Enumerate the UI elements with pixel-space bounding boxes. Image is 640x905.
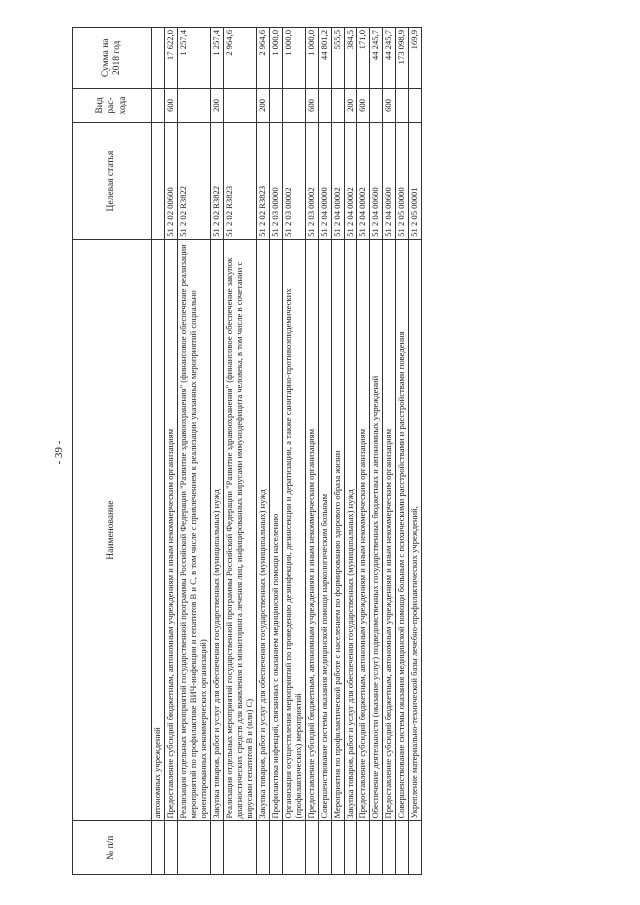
article-cell: 51 2 02 R3823: [223, 123, 256, 239]
table-row: [344, 28, 357, 875]
article-cell: 51 2 02 R3822: [177, 123, 210, 239]
vid-cell: 600: [383, 88, 396, 123]
vid-cell: [269, 88, 282, 123]
vid-cell: [370, 88, 383, 123]
sum-cell: 2 964,6: [223, 28, 256, 89]
name-cell: Организация осуществления мероприятий по проведению дезинфекции, дезинсекции и дератизации, а также санитарно-противоэпидемических (профилактических) мероприятий: [282, 239, 305, 821]
table-row: [269, 28, 282, 875]
table-row: [383, 28, 396, 875]
budget-table: [72, 27, 422, 875]
name-cell: автономных учреждений: [152, 239, 165, 821]
article-cell: 51 2 04 00000: [318, 123, 331, 239]
num-cell: [331, 821, 344, 875]
vid-cell: [152, 88, 165, 123]
table-row: [331, 28, 344, 875]
article-cell: 51 2 05 00000: [396, 123, 409, 239]
article-cell: 51 2 04 00600: [370, 123, 383, 239]
name-cell: Закупка товаров, работ и услуг для обеспечения государственных (муниципальных) нужд: [210, 239, 223, 821]
sum-cell: 1 000,0: [269, 28, 282, 89]
num-cell: [223, 821, 256, 875]
sum-cell: [152, 28, 165, 89]
article-cell: [152, 123, 165, 239]
num-cell: [256, 821, 269, 875]
num-cell: [305, 821, 318, 875]
sum-cell: 1 000,0: [305, 28, 318, 89]
table-row: [223, 28, 256, 875]
sum-cell: 171,0: [357, 28, 370, 89]
name-cell: Укрепление материально-технической базы лечебно-профилактических учреждений,: [409, 239, 422, 821]
name-cell: Закупка товаров, работ и услуг для обеспечения государственных (муниципальных) нужд: [344, 239, 357, 821]
vid-cell: [223, 88, 256, 123]
num-cell: [177, 821, 210, 875]
table-row: [164, 28, 177, 875]
name-cell: Закупка товаров, работ и услуг для обеспечения государственных (муниципальных) нужд: [256, 239, 269, 821]
num-cell: [383, 821, 396, 875]
num-cell: [152, 821, 165, 875]
table-row: [177, 28, 210, 875]
article-cell: 51 2 03 00002: [282, 123, 305, 239]
sum-cell: 1 000,0: [282, 28, 305, 89]
name-cell: Предоставление субсидий бюджетным, автономным учреждениям и иным некоммерческим организациям: [357, 239, 370, 821]
name-cell: Реализация отдельных мероприятий государственной программы Российской Федерации "Развитие здравоохранения" (финансовое обеспечение закупок диагностических средств для выявления и мониторинга лечения лиц, инфицированных вирусами иммунодефицита человека, в том числе в сочетании с вирусами гепатитов В и (или) С): [223, 239, 256, 821]
vid-cell: 600: [357, 88, 370, 123]
vid-cell: [177, 88, 210, 123]
num-cell: [344, 821, 357, 875]
num-cell: [164, 821, 177, 875]
sum-cell: 44 801,2: [318, 28, 331, 89]
table-row: [370, 28, 383, 875]
table-row: [357, 28, 370, 875]
sum-cell: 1 257,4: [177, 28, 210, 89]
vid-cell: 600: [305, 88, 318, 123]
vid-cell: 600: [164, 88, 177, 123]
name-cell: Обеспечение деятельности (оказание услуг) подведомственных государственных бюджетных и автономных учреждений: [370, 239, 383, 821]
table-row: [256, 28, 269, 875]
sum-cell: 1 257,4: [210, 28, 223, 89]
name-cell: Совершенствование системы оказания медицинской помощи больным с психическими расстройствами и расстройствами поведения: [396, 239, 409, 821]
vid-cell: 200: [210, 88, 223, 123]
sum-cell: 555,5: [331, 28, 344, 89]
article-cell: 51 2 04 00002: [331, 123, 344, 239]
vid-cell: 200: [344, 88, 357, 123]
name-cell: Мероприятия по профилактической работе с населением по формированию здорового образа жизни: [331, 239, 344, 821]
vid-cell: [396, 88, 409, 123]
num-cell: [318, 821, 331, 875]
name-cell: Совершенствование системы оказания медицинской помощи наркологическим больным: [318, 239, 331, 821]
name-cell: Предоставление субсидий бюджетным, автономным учреждениям и иным некоммерческим организациям: [383, 239, 396, 821]
num-cell: [370, 821, 383, 875]
sum-cell: 44 245,7: [370, 28, 383, 89]
header-article: Целевая статья: [73, 123, 152, 239]
article-cell: 51 2 03 00000: [269, 123, 282, 239]
article-cell: 51 2 02 R3823: [256, 123, 269, 239]
sum-cell: 173 098,9: [396, 28, 409, 89]
header-vid: Вид рас-хода: [73, 88, 152, 123]
num-cell: [282, 821, 305, 875]
header-sum: Сумма на 2018 год: [73, 28, 152, 89]
name-cell: Предоставление субсидий бюджетным, автономным учреждениям и иным некоммерческим организациям: [305, 239, 318, 821]
table-header-row: [73, 28, 152, 875]
article-cell: 51 2 02 R3822: [210, 123, 223, 239]
table-row: [396, 28, 409, 875]
sum-cell: 2 964,6: [256, 28, 269, 89]
article-cell: 51 2 03 00002: [305, 123, 318, 239]
table-row: [409, 28, 422, 875]
table-row: [210, 28, 223, 875]
article-cell: 51 2 04 00600: [383, 123, 396, 239]
article-cell: 51 2 05 00001: [409, 123, 422, 239]
table-row: [318, 28, 331, 875]
header-name: Наименование: [73, 239, 152, 821]
sum-cell: 17 622,0: [164, 28, 177, 89]
num-cell: [269, 821, 282, 875]
name-cell: Профилактика инфекций, связанных с оказанием медицинской помощи населению: [269, 239, 282, 821]
num-cell: [409, 821, 422, 875]
table-row: [305, 28, 318, 875]
name-cell: Предоставление субсидий бюджетным, автономным учреждениям и иным некоммерческим организациям: [164, 239, 177, 821]
sum-cell: 169,9: [409, 28, 422, 89]
table-body: [152, 28, 422, 875]
article-cell: 51 2 04 00002: [344, 123, 357, 239]
page-number: - 39 -: [53, 440, 65, 465]
sum-cell: 384,5: [344, 28, 357, 89]
table-row: [152, 28, 165, 875]
article-cell: 51 2 04 00002: [357, 123, 370, 239]
vid-cell: [318, 88, 331, 123]
header-num: № п/п: [73, 821, 152, 875]
num-cell: [396, 821, 409, 875]
num-cell: [357, 821, 370, 875]
vid-cell: [409, 88, 422, 123]
sum-cell: 44 245,7: [383, 28, 396, 89]
table-row: [282, 28, 305, 875]
vid-cell: 200: [256, 88, 269, 123]
vid-cell: [331, 88, 344, 123]
article-cell: 51 2 02 00600: [164, 123, 177, 239]
num-cell: [210, 821, 223, 875]
name-cell: Реализация отдельных мероприятий государственной программы Российской Федерации "Развитие здравоохранения" (финансовое обеспечение реализации мероприятий по профилактике ВИЧ-инфекции и гепатитов В и С, в том числе с привлечением к реализации указанных мероприятий социально ориентированных некоммерческих организаций): [177, 239, 210, 821]
vid-cell: [282, 88, 305, 123]
